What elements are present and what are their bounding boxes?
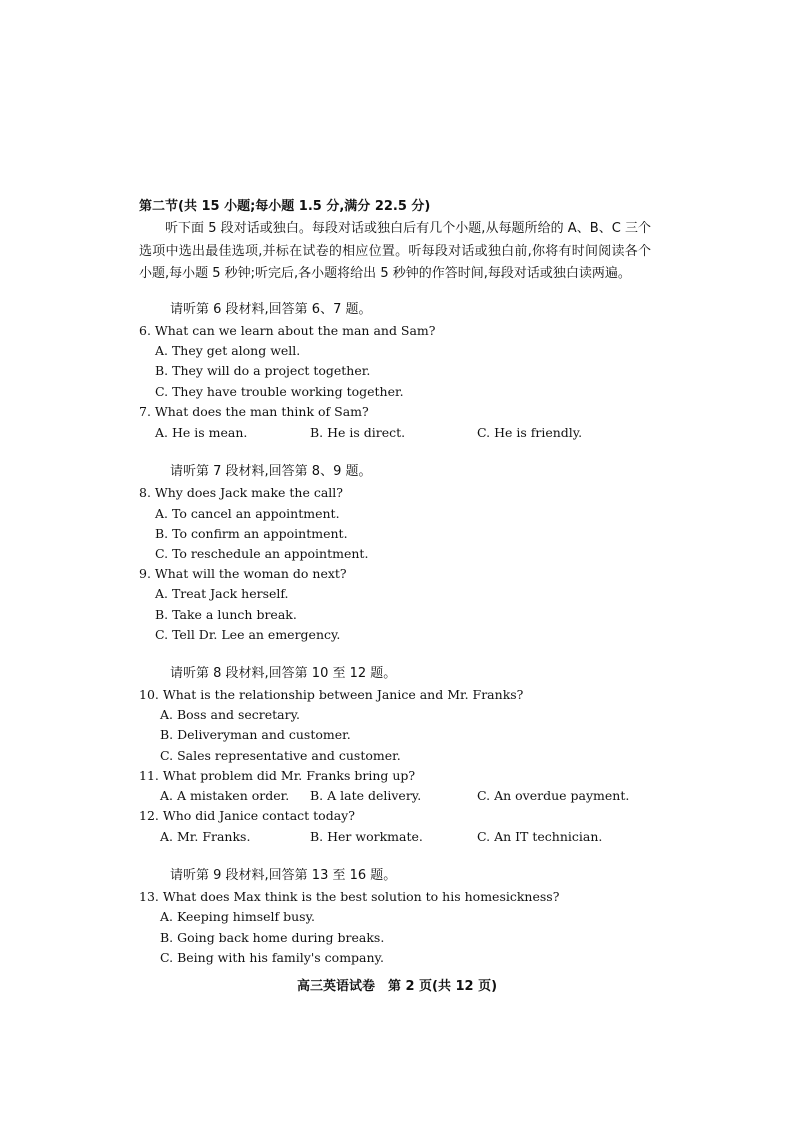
option-c: C. An IT technician. [477,829,603,844]
question-stem: 13. What does Max think is the best solution to his homesickness? [139,889,560,904]
option-b: B. To confirm an appointment. [155,526,348,541]
option-b: B. They will do a project together. [155,363,371,378]
option-b: B. Deliveryman and customer. [160,727,351,742]
option-b: B. A late delivery. [310,788,422,803]
section-heading: 第二节(共 15 小题;每小题 1.5 分,满分 22.5 分) [139,199,431,214]
question-stem: 6. What can we learn about the man and Sam? [139,323,436,338]
option-c: C. Tell Dr. Lee an emergency. [155,627,341,642]
page-footer: 高三英语试卷 第 2 页(共 12 页) [296,979,498,994]
option-a: A. He is mean. [155,425,248,440]
question-stem: 7. What does the man think of Sam? [139,404,369,419]
option-b: B. Going back home during breaks. [160,930,385,945]
group-instruction: 请听第 7 段材料,回答第 8、9 题。 [170,464,372,479]
group-instruction: 请听第 9 段材料,回答第 13 至 16 题。 [170,868,397,883]
question-stem: 8. Why does Jack make the call? [139,485,344,500]
option-a: A. To cancel an appointment. [155,506,340,521]
option-a: A. A mistaken order. [160,788,290,803]
option-a: A. Treat Jack herself. [155,586,289,601]
option-b: B. Her workmate. [310,829,423,844]
option-a: A. Keeping himself busy. [160,909,315,924]
question-stem: 10. What is the relationship between Janice and Mr. Franks? [139,687,524,702]
option-b: B. Take a lunch break. [155,607,297,622]
section-instructions: 听下面 5 段对话或独白。每段对话或独白后有几个小题,从每题所给的 A、B、C 三个选项中选出最佳选项,并标在试卷的相应位置。听每段对话或独白前,你将有时间阅读各个小题,每小题 5 秒钟;听完后,各小题将给出 5 秒钟的作答时间,每段对话或独白读两遍。 [139,221,651,281]
option-b: B. He is direct. [310,425,406,440]
group-instruction: 请听第 6 段材料,回答第 6、7 题。 [170,302,372,317]
question-stem: 12. Who did Janice contact today? [139,808,355,823]
option-c: C. Sales representative and customer. [160,748,401,763]
option-a: A. Boss and secretary. [160,707,300,722]
option-a: A. They get along well. [155,343,301,358]
option-a: A. Mr. Franks. [160,829,251,844]
option-c: C. They have trouble working together. [155,384,404,399]
question-stem: 11. What problem did Mr. Franks bring up? [139,768,416,783]
option-c: C. To reschedule an appointment. [155,546,369,561]
option-c: C. He is friendly. [477,425,583,440]
group-instruction: 请听第 8 段材料,回答第 10 至 12 题。 [170,666,397,681]
option-c: C. Being with his family's company. [160,950,384,965]
question-stem: 9. What will the woman do next? [139,566,347,581]
option-c: C. An overdue payment. [477,788,630,803]
